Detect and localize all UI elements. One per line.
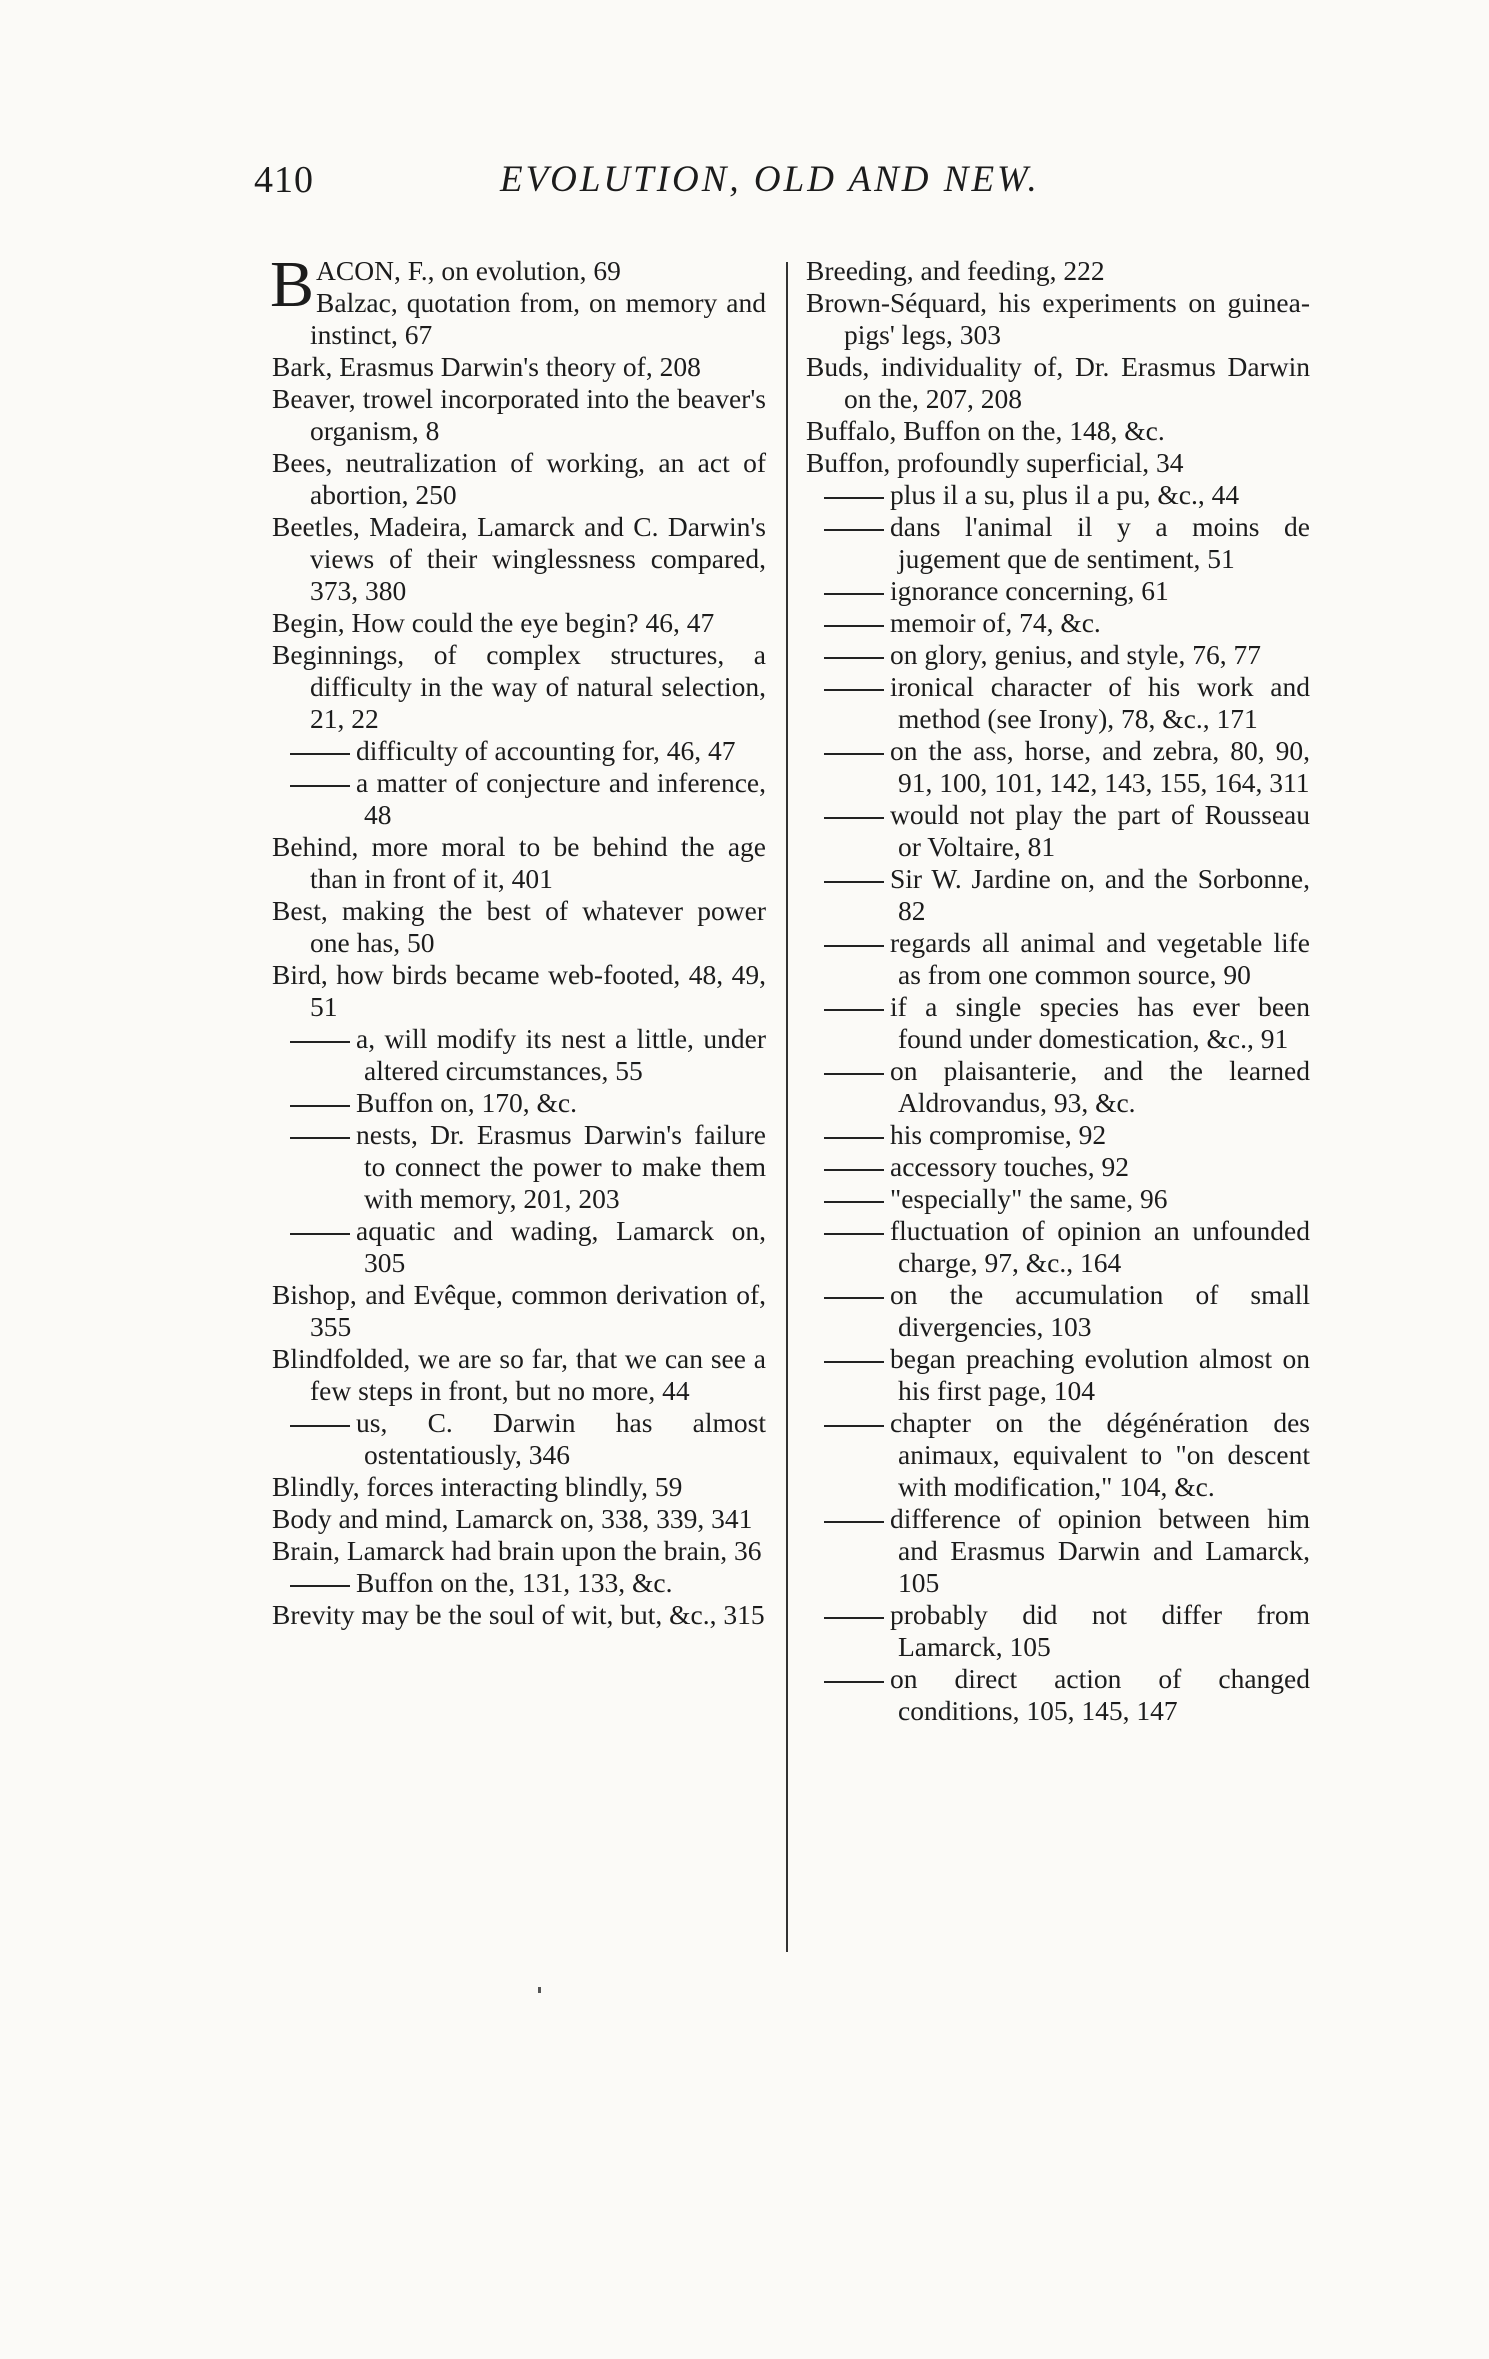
- index-entry-text: Brown-Séquard, his experiments on guinea-pigs' legs, 303: [806, 287, 1310, 350]
- index-entry-text: Sir W. Jardine on, and the Sorbonne, 82: [890, 863, 1310, 926]
- index-subentry: [806, 1663, 1310, 1727]
- index-subentry: [272, 767, 766, 831]
- drop-cap: B: [270, 248, 315, 321]
- repeat-dash: [824, 497, 884, 499]
- index-entry-text: Brevity may be the soul of wit, but, &c., 315: [272, 1599, 765, 1630]
- index-subentry: [806, 927, 1310, 991]
- index-column-left: [270, 248, 766, 1631]
- index-subentry: [806, 1407, 1310, 1503]
- index-subentry: [806, 575, 1310, 607]
- index-entry: [272, 447, 766, 511]
- index-entry: [272, 639, 766, 735]
- repeat-dash: [290, 753, 350, 755]
- page-number: 410: [254, 159, 314, 201]
- repeat-dash: [290, 1425, 350, 1427]
- index-entry-text: accessory touches, 92: [890, 1151, 1130, 1182]
- index-entry-text: aquatic and wading, Lamarck on, 305: [356, 1215, 766, 1278]
- index-entry: [272, 511, 766, 607]
- repeat-dash: [824, 753, 884, 755]
- index-subentry: [272, 1087, 766, 1119]
- index-entry-text: Beginnings, of complex structures, a difficulty in the way of natural selection, 21, 22: [272, 639, 766, 734]
- index-entry: [272, 1503, 766, 1535]
- index-entry: [272, 351, 766, 383]
- index-entry: [806, 255, 1310, 287]
- index-entry-text: on plaisanterie, and the learned Aldrovandus, 93, &c.: [890, 1055, 1310, 1118]
- index-entry-text: on direct action of changed conditions, 105, 145, 147: [890, 1663, 1310, 1726]
- index-entry: [272, 831, 766, 895]
- repeat-dash: [824, 1009, 884, 1011]
- index-entry-text: Behind, more moral to be behind the age than in front of it, 401: [272, 831, 766, 894]
- index-entry-text: on the ass, horse, and zebra, 80, 90, 91, 100, 101, 142, 143, 155, 164, 311: [890, 735, 1310, 798]
- index-entry-text: difference of opinion between him and Erasmus Darwin and Lamarck, 105: [890, 1503, 1310, 1598]
- index-entry-text: Bees, neutralization of working, an act of abortion, 250: [272, 447, 766, 510]
- index-subentry: [806, 1151, 1310, 1183]
- index-entry-text: Bird, how birds became web-footed, 48, 49, 51: [272, 959, 766, 1022]
- repeat-dash: [290, 1105, 350, 1107]
- index-subentry: [806, 607, 1310, 639]
- repeat-dash: [290, 1585, 350, 1587]
- index-entry: [272, 959, 766, 1023]
- index-entry-text: Body and mind, Lamarck on, 338, 339, 341: [272, 1503, 753, 1534]
- index-entry-text: would not play the part of Rousseau or Voltaire, 81: [890, 799, 1310, 862]
- index-entry-text: Buffalo, Buffon on the, 148, &c.: [806, 415, 1165, 446]
- index-entry-text: Best, making the best of whatever power one has, 50: [272, 895, 766, 958]
- index-subentry: [806, 1343, 1310, 1407]
- index-entry-text: Buffon, profoundly superficial, 34: [806, 447, 1184, 478]
- index-subentry: [272, 1215, 766, 1279]
- index-entry-text: on the accumulation of small divergencies, 103: [890, 1279, 1310, 1342]
- index-entry: [806, 415, 1310, 447]
- repeat-dash: [824, 529, 884, 531]
- index-subentry: [806, 735, 1310, 799]
- index-entry-text: probably did not differ from Lamarck, 105: [890, 1599, 1310, 1662]
- index-entry-text: Blindfolded, we are so far, that we can see a few steps in front, but no more, 44: [272, 1343, 766, 1406]
- index-subentry: [806, 511, 1310, 575]
- index-entry-text: dans l'animal il y a moins de jugement que de sentiment, 51: [890, 511, 1310, 574]
- index-entry-text: a matter of conjecture and inference, 48: [356, 767, 766, 830]
- index-subentry: [806, 799, 1310, 863]
- index-entry-first: [270, 248, 766, 351]
- repeat-dash: [824, 1681, 884, 1683]
- index-entry-text: Buds, individuality of, Dr. Erasmus Darwin on the, 207, 208: [806, 351, 1310, 414]
- index-entry-text: us, C. Darwin has almost ostentatiously, 346: [356, 1407, 766, 1470]
- index-entry: [272, 895, 766, 959]
- index-entry-text: on glory, genius, and style, 76, 77: [890, 639, 1261, 670]
- repeat-dash: [824, 817, 884, 819]
- index-entry-text: memoir of, 74, &c.: [890, 607, 1101, 638]
- index-entry-text: ignorance concerning, 61: [890, 575, 1169, 606]
- index-subentry: [806, 863, 1310, 927]
- index-entry: [272, 1535, 766, 1567]
- index-entry-text: "especially" the same, 96: [890, 1183, 1168, 1214]
- index-entry-text: Buffon on, 170, &c.: [356, 1087, 578, 1118]
- index-entry-text: ACON, F., on evolution, 69: [316, 255, 621, 286]
- index-entry-text: fluctuation of opinion an unfounded charge, 97, &c., 164: [890, 1215, 1310, 1278]
- repeat-dash: [290, 785, 350, 787]
- index-entry-text: his compromise, 92: [890, 1119, 1107, 1150]
- index-entries-left: [272, 351, 766, 1631]
- index-subentry: [806, 1183, 1310, 1215]
- index-entry: [272, 1279, 766, 1343]
- index-subentry: [272, 1567, 766, 1599]
- index-entry-text: Buffon on the, 131, 133, &c.: [356, 1567, 673, 1598]
- index-subentry: [806, 991, 1310, 1055]
- index-entry-text: Breeding, and feeding, 222: [806, 255, 1105, 286]
- index-entry: [806, 351, 1310, 415]
- repeat-dash: [824, 689, 884, 691]
- repeat-dash: [824, 1617, 884, 1619]
- index-subentry: [272, 1407, 766, 1471]
- index-entry-text: chapter on the dégénération des animaux, equivalent to "on descent with modification," 104, &c.: [890, 1407, 1310, 1502]
- index-entry-text: plus il a su, plus il a pu, &c., 44: [890, 479, 1240, 510]
- index-subentry: [806, 1119, 1310, 1151]
- repeat-dash: [824, 1233, 884, 1235]
- index-entry-text: Begin, How could the eye begin? 46, 47: [272, 607, 715, 638]
- repeat-dash: [824, 1169, 884, 1171]
- index-entry-text: difficulty of accounting for, 46, 47: [356, 735, 736, 766]
- repeat-dash: [824, 1201, 884, 1203]
- index-entry: [806, 287, 1310, 351]
- index-subentry: [806, 1279, 1310, 1343]
- index-entry-text: Bark, Erasmus Darwin's theory of, 208: [272, 351, 701, 382]
- repeat-dash: [290, 1137, 350, 1139]
- index-entry-text: a, will modify its nest a little, under altered circumstances, 55: [356, 1023, 766, 1086]
- index-entry-text: Beetles, Madeira, Lamarck and C. Darwin's views of their winglessness compared, 373, 380: [272, 511, 766, 606]
- repeat-dash: [824, 1425, 884, 1427]
- index-entry-text: Beaver, trowel incorporated into the beaver's organism, 8: [272, 383, 766, 446]
- repeat-dash: [290, 1041, 350, 1043]
- index-subentry: [806, 1055, 1310, 1119]
- index-subentry: [806, 1215, 1310, 1279]
- index-column-right: [806, 255, 1310, 1727]
- repeat-dash: [824, 1297, 884, 1299]
- running-title: EVOLUTION, OLD AND NEW.: [500, 159, 1040, 200]
- index-entry-text: Balzac, quotation from, on memory and instinct, 67: [310, 287, 766, 350]
- index-entry-text: Bishop, and Evêque, common derivation of, 355: [272, 1279, 766, 1342]
- repeat-dash: [824, 1521, 884, 1523]
- index-entry-text: Brain, Lamarck had brain upon the brain, 36: [272, 1535, 762, 1566]
- index-subentry: [806, 639, 1310, 671]
- index-entry-text: regards all animal and vegetable life as from one common source, 90: [890, 927, 1310, 990]
- repeat-dash: [824, 1073, 884, 1075]
- index-entry-text: began preaching evolution almost on his first page, 104: [890, 1343, 1310, 1406]
- index-subentry: [806, 479, 1310, 511]
- repeat-dash: [824, 1137, 884, 1139]
- stray-ink-mark: [538, 1987, 541, 1993]
- index-entry-text: Blindly, forces interacting blindly, 59: [272, 1471, 683, 1502]
- index-subentry: [272, 735, 766, 767]
- index-entries-right: [806, 255, 1310, 1727]
- index-subentry: [272, 1023, 766, 1087]
- repeat-dash: [824, 945, 884, 947]
- index-subentry: [806, 1503, 1310, 1599]
- repeat-dash: [290, 1233, 350, 1235]
- repeat-dash: [824, 625, 884, 627]
- index-entry: [272, 607, 766, 639]
- repeat-dash: [824, 593, 884, 595]
- index-entry-text: if a single species has ever been found under domestication, &c., 91: [890, 991, 1310, 1054]
- repeat-dash: [824, 1361, 884, 1363]
- index-subentry: [806, 671, 1310, 735]
- column-divider: [786, 262, 788, 1952]
- repeat-dash: [824, 657, 884, 659]
- index-entry: [272, 1599, 766, 1631]
- repeat-dash: [824, 881, 884, 883]
- index-entry-text: ironical character of his work and method (see Irony), 78, &c., 171: [890, 671, 1310, 734]
- index-entry: [272, 383, 766, 447]
- page-header: [254, 158, 1304, 208]
- index-entry: [272, 1471, 766, 1503]
- index-entry: [806, 447, 1310, 479]
- index-subentry: [806, 1599, 1310, 1663]
- index-entry: [272, 1343, 766, 1407]
- index-entry-text: nests, Dr. Erasmus Darwin's failure to connect the power to make them with memory, 201, 203: [356, 1119, 766, 1214]
- index-subentry: [272, 1119, 766, 1215]
